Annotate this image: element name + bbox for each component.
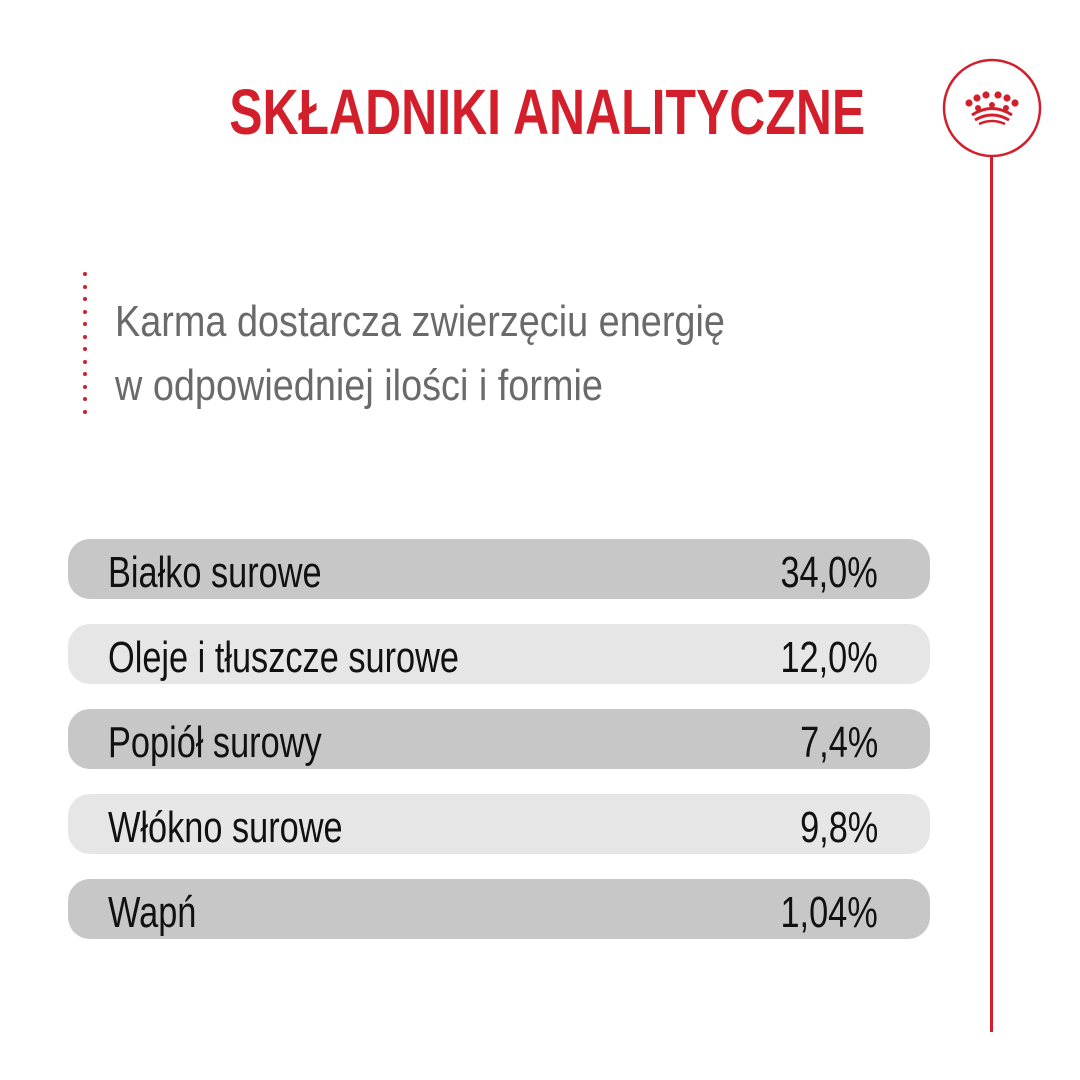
row-value: 7,4% — [799, 718, 878, 767]
table-row — [68, 709, 930, 769]
row-label: Popiół surowy — [108, 718, 322, 767]
crown-icon — [942, 58, 1042, 158]
row-label: Wapń — [108, 888, 197, 937]
intro-line-1: Karma dostarcza zwierzęciu energię — [115, 297, 725, 346]
dotted-accent-line — [82, 272, 88, 428]
vertical-divider-line — [990, 156, 993, 1032]
page-title: SKŁADNIKI ANALITYCZNE — [229, 76, 866, 148]
row-label: Oleje i tłuszcze surowe — [108, 633, 459, 682]
analytics-table — [68, 539, 930, 964]
row-value: 12,0% — [780, 633, 878, 682]
table-row — [68, 794, 930, 854]
row-label: Białko surowe — [108, 548, 322, 597]
row-value: 9,8% — [799, 803, 878, 852]
intro-text — [115, 290, 803, 418]
table-row — [68, 879, 930, 939]
brand-logo — [942, 58, 1042, 158]
table-row — [68, 539, 930, 599]
intro-line-2: w odpowiedniej ilości i formie — [115, 361, 603, 410]
row-value: 34,0% — [780, 548, 878, 597]
table-row — [68, 624, 930, 684]
row-label: Włókno surowe — [108, 803, 343, 852]
row-value: 1,04% — [780, 888, 878, 937]
